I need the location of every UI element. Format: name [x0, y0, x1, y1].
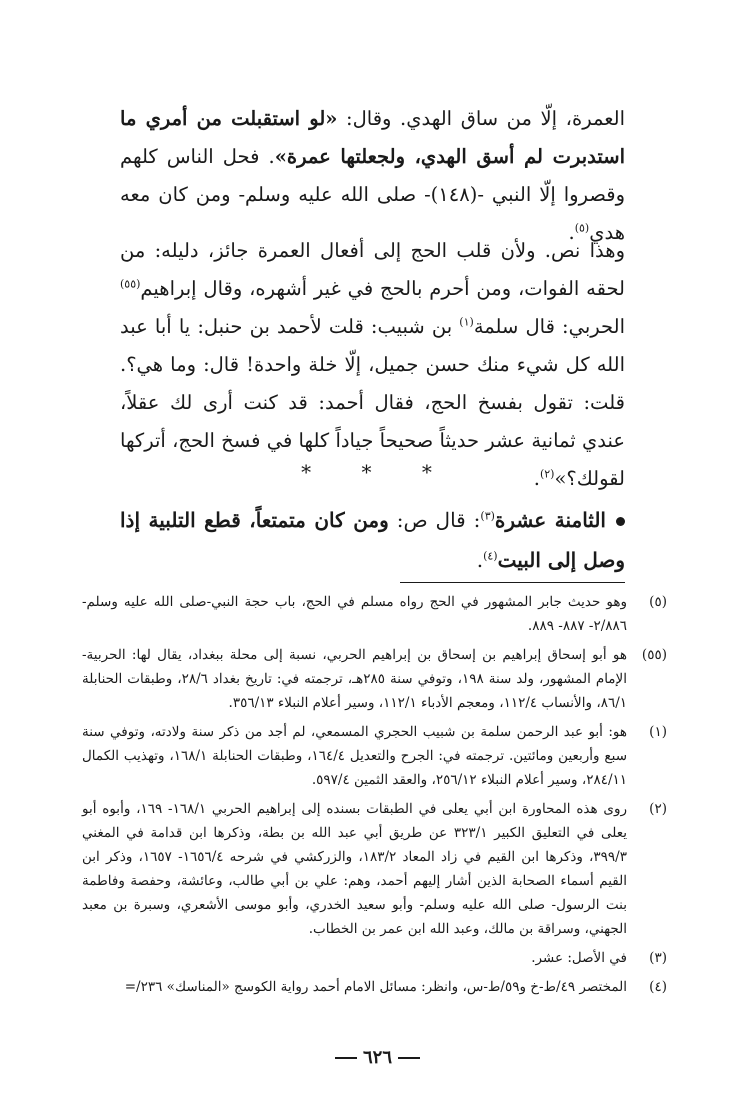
footnotes	[82, 590, 667, 1004]
footnote-text: روى هذه المحاورة ابن أبي يعلى في الطبقات بسنده إلى إبراهيم الحربي ١٦٨/١- ١٦٩، وأبوه أبو يعلى في التعليق الكبير ٣٢٣/١ عن طريق أبي عبد الله بن بطة، وذكرها ابن قدامة في المغني ٣٩٩/٣، وذكرها ابن القيم في زاد المعاد ١٨٣/٢، والزركشي في شرحه ١٦٥٦/٤- ١٦٥٧، وذكر ابن القيم أسماء الصحابة الذين أشار إليهم أحمد، وهم: علي بن أبي طالب، وعائشة، وحفصة وفاطمة بنت الرسول- صلى الله عليه وسلم- وأبو سعيد الخدري، وأبو موسى الأشعري، وسبرة بن معبد الجهني، وسراقة بن مالك، وعبد الله ابن عمر بن الخطاب.	[82, 801, 627, 937]
footnote-marker[interactable]: (٢)	[539, 467, 555, 481]
bullet-icon	[616, 517, 625, 526]
footnote-marker[interactable]: (١)	[459, 315, 474, 329]
footnote	[82, 946, 667, 970]
footnote-divider	[400, 582, 625, 583]
footnote	[82, 643, 667, 715]
footnote-text: وهو حديث جابر المشهور في الحج رواه مسلم في الحج، باب حجة النبي-صلى الله عليه وسلم- ٢/٨٨٦- ٨٨٧- ٨٨٩.	[82, 594, 627, 634]
footnote-number: (٣)	[649, 950, 667, 966]
footnote-number: (٢)	[649, 801, 667, 817]
footnote-number: (١)	[649, 724, 667, 740]
footnote-text: في الأصل: عشر.	[531, 950, 627, 966]
hadith-quote: «لو استقبلت من أمري ما استدبرت لم أسق الهدي، ولجعلتها عمرة»	[120, 107, 626, 168]
footnote	[82, 590, 667, 638]
paragraph1-text-continued: . فحل الناس كلهم وقصروا إلّا النبي -(١٤٨)- صلى الله عليه وسلم- ومن كان معه هدي	[120, 145, 625, 244]
footnote-marker[interactable]: (٥٥)	[120, 277, 141, 291]
footnote	[82, 720, 667, 792]
footnote-number: (٥٥)	[641, 647, 667, 663]
footnote-text: هو: أبو عبد الرحمن سلمة بن شبيب الحجري المسمعي، لم أجد من ذكر سنة ولادته، وتوفي سنة سبع وأربعين ومائتين. ترجمته في: الجرح والتعديل ١٦٤/٤، وطبقات الحنابلة ١٦٨/١، وتهذيب الكمال ٢٨٤/١١، وسير أعلام النبلاء ٢٥٦/١٢، والعقد الثمين ٥٩٧/٤.	[82, 724, 628, 788]
heading-text: ومن كان متمتعاً، قطع التلبية إذا وصل إلى البيت	[120, 508, 625, 572]
page-number	[0, 1047, 755, 1068]
dash-decoration	[335, 1057, 357, 1059]
footnote	[82, 797, 667, 941]
heading-title: الثامنة عشرة	[494, 508, 606, 532]
page-number-text: ٦٢٦	[362, 1047, 392, 1068]
footnote-marker[interactable]: (٥)	[574, 221, 590, 235]
footnote-number: (٤)	[649, 979, 667, 995]
paragraph1-text: العمرة، إلّا من ساق الهدي. وقال:	[337, 107, 625, 130]
footnote-number: (٥)	[649, 594, 667, 610]
footnote-text: المختصر ٤٩/ط-خ و٥٩/ط-س، وانظر: مسائل الامام أحمد رواية الكوسج «المناسك» ٢٣٦/=	[124, 979, 627, 995]
footnote-text: هو أبو إسحاق إبراهيم بن إسحاق بن إبراهيم الحربي، نسبة إلى محلة ببغداد، يقال لها: الحربية- الإمام المشهور، ولد سنة ١٩٨، وتوفي سنة ٢٨٥هـ، ترجمته في: تاريخ بغداد ٢٨/٦، وطبقات الحنابلة ٨٦/١، والأنساب ١١٢/٤، ومعجم الأدباء ١١٢/١، وسير أعلام النبلاء ٣٥٦/١٣.	[82, 647, 627, 711]
section-heading: الثامنة عشرة$^{(٣)}$: قال ص: ومن كان متمتعاً، قطع التلبية إذا وصل إلى البيت$^{(٤)}$.	[120, 508, 625, 572]
dash-decoration	[398, 1057, 420, 1059]
paragraph-argument: وهذا نص. ولأن قلب الحج إلى أفعال العمرة جائز، دليله: من لحقه الفوات، ومن أحرم بالحج في غير أشهره، وقال إبراهيم$^{(٥٥)}$ الحربي: قال سلمة$^{(١)}$ بن شبيب: قلت لأحمد بن حنبل: يا أبا عبد الله كل شيء منك حسن جميل، إلّا خلة واحدة! قال: وما هي؟. قلت: تقول بفسخ الحج، فقال أحمد: قد كنت أرى لك عقلاً، عندي ثمانية عشر حديثاً صحيحاً جياداً كلها في فسخ الحج، أتركها لقولك؟»$^{(٢)}$.	[120, 239, 625, 490]
section-separator: * * *	[301, 460, 454, 484]
footnote-marker[interactable]: (٣)	[480, 509, 495, 523]
paragraph-hadith: العمرة، إلّا من ساق الهدي. وقال: «لو استقبلت من أمري ما استدبرت لم أسق الهدي، ولجعلتها عمرة». فحل الناس كلهم وقصروا إلّا النبي -(١٤٨)- صلى الله عليه وسلم- ومن كان معه هدي$^{(٥)}$.	[120, 107, 626, 244]
footnote	[82, 975, 667, 999]
paragraph2-text: وهذا نص. ولأن قلب الحج إلى أفعال العمرة جائز، دليله: من لحقه الفوات، ومن أحرم بالحج في غير أشهره، وقال إبراهيم	[120, 239, 625, 300]
footnote-marker[interactable]: (٤)	[483, 549, 498, 563]
